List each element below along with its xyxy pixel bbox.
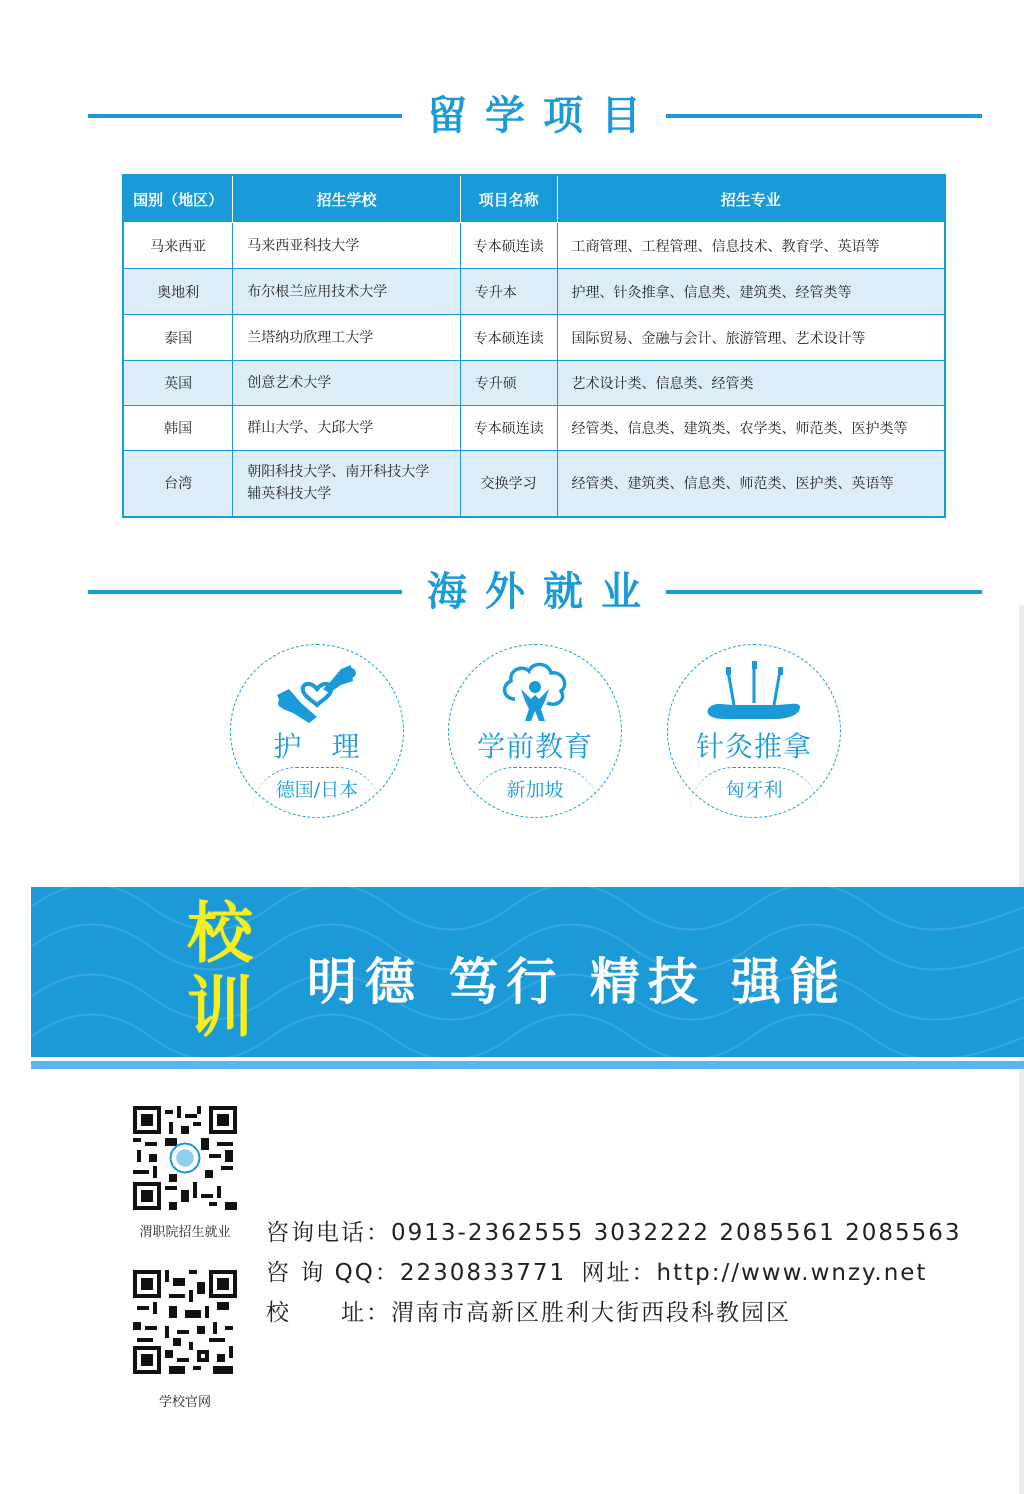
job-country: 德国/日本 [275,779,359,801]
cell-country: 台湾 [123,451,233,517]
job-country: 新加坡 [506,779,564,801]
job-name: 护 理 [273,730,361,763]
header-school: 招生学校 [233,175,460,223]
cell-majors: 护理、针灸推拿、信息类、建筑类、经管类等 [557,269,945,315]
address-text: 渭南市高新区胜利大街西段科教园区 [391,1300,791,1326]
table-header-row [123,175,945,223]
address-label: 校 址： [266,1300,391,1326]
caring-hands-heart-icon [267,659,367,725]
cell-school: 布尔根兰应用技术大学 [233,269,460,315]
header-country: 国别（地区） [123,175,233,223]
cell-program: 专升硕 [460,361,557,406]
study-abroad-heading [0,86,1024,146]
header-majors: 招生专业 [557,175,945,223]
motto-label-char-1: 校 [187,895,253,972]
cell-majors: 工商管理、工程管理、信息技术、教育学、英语等 [557,223,945,269]
cell-program: 专升本 [460,269,557,315]
table-row [123,406,945,451]
cell-majors: 经管类、信息类、建筑类、农学类、师范类、医护类等 [557,406,945,451]
job-country: 匈牙利 [725,779,783,801]
study-abroad-title: 留学项目 [427,93,659,139]
contact-address-line [266,1294,791,1327]
cell-school-line-1: 朝阳科技大学、南开科技大学 [247,464,430,481]
cell-school: 创意艺术大学 [233,361,460,406]
cell-country: 英国 [123,361,233,406]
study-abroad-table [122,174,946,518]
motto-label [187,897,261,1045]
qr-code-admissions [133,1106,237,1210]
table-row [123,451,945,517]
motto-underline-bar [31,1061,1024,1069]
motto-text: 明德 笃行 精技 强能 [307,953,848,1011]
qr-caption-website: 学校官网 [158,1395,211,1410]
cell-school-line-2: 辅英科技大学 [247,486,332,503]
cell-country: 马来西亚 [123,223,233,269]
cell-majors: 国际贸易、金融与会计、旅游管理、艺术设计等 [557,315,945,361]
table-row [123,315,945,361]
motto-label-char-2: 训 [187,969,253,1046]
cell-majors: 艺术设计类、信息类、经管类 [557,361,945,406]
child-tree-icon [485,659,585,725]
cell-country: 泰国 [123,315,233,361]
job-name: 针灸推拿 [695,730,812,763]
cell-school [233,451,460,517]
cell-school: 兰塔纳功欣理工大学 [233,315,460,361]
qq-number: 2230833771 [399,1260,567,1286]
heading-rule-left [88,590,402,594]
job-card-acupuncture [667,644,841,818]
school-motto-banner [31,887,1024,1057]
phone-label: 咨询电话： [266,1220,391,1246]
overseas-jobs-title: 海外就业 [427,569,659,615]
phone-numbers: 0913-2362555 3032222 2085561 2085563 [391,1220,962,1246]
qr-code-website [133,1270,237,1374]
overseas-jobs-heading [0,562,1024,622]
cell-country: 奥地利 [123,269,233,315]
heading-rule-left [88,114,402,118]
table-row [123,223,945,269]
heading-rule-right [666,590,982,594]
heading-rule-right [666,114,982,118]
cell-school: 马来西亚科技大学 [233,223,460,269]
table-row [123,361,945,406]
cell-program: 交换学习 [460,451,557,517]
qr-caption-admissions: 渭职院招生就业 [139,1225,231,1240]
job-card-preschool [448,644,622,818]
header-program: 项目名称 [460,175,557,223]
website-label: 网址： [581,1260,657,1286]
acupuncture-needles-icon [704,659,804,725]
job-name: 学前教育 [476,730,593,763]
contact-phone-line [266,1214,962,1247]
cell-program: 专本硕连读 [460,223,557,269]
table-row [123,269,945,315]
qq-label: 咨 询 QQ： [266,1260,400,1286]
cell-program: 专本硕连读 [460,315,557,361]
cell-country: 韩国 [123,406,233,451]
cell-majors: 经管类、建筑类、信息类、师范类、医护类、英语等 [557,451,945,517]
cell-school: 群山大学、大邱大学 [233,406,460,451]
cell-program: 专本硕连读 [460,406,557,451]
website-url[interactable]: http://www.wnzy.net [656,1260,928,1286]
job-card-nursing [230,644,404,818]
contact-qq-line [266,1254,927,1287]
